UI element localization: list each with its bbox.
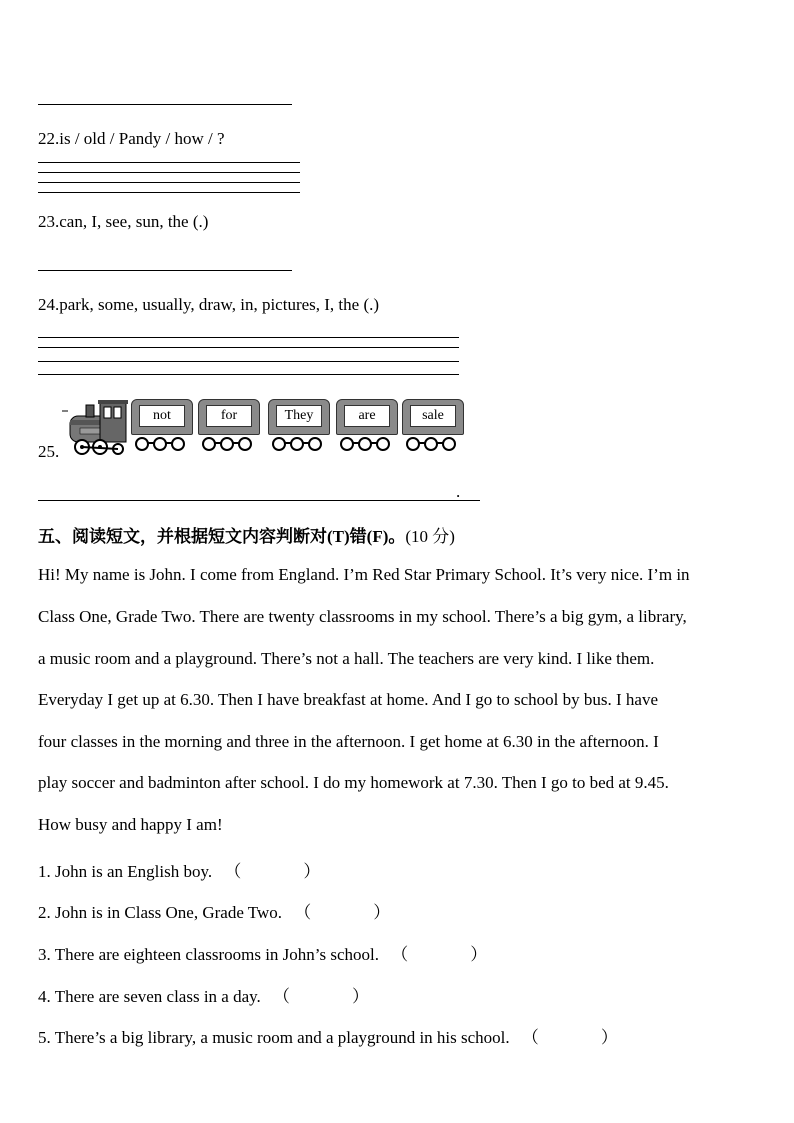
answer-paren[interactable] bbox=[522, 1023, 618, 1048]
paren-open: （ bbox=[224, 862, 242, 881]
question-number: 25. bbox=[38, 442, 60, 461]
question-text: can, I, see, sun, the (.) bbox=[59, 212, 209, 231]
paren-open: （ bbox=[294, 903, 312, 922]
question-22 bbox=[38, 129, 225, 149]
train-car bbox=[336, 399, 398, 439]
paragraph-line: How busy and happy I am! bbox=[38, 815, 223, 834]
train-word: They bbox=[276, 405, 322, 427]
paragraph-line: a music room and a playground. There’s not a hall. The teachers are very kind. I like them. bbox=[38, 649, 655, 668]
paren-open: （ bbox=[273, 987, 291, 1006]
train-word: not bbox=[139, 405, 185, 427]
question-text: park, some, usually, draw, in, pictures, I, the (.) bbox=[59, 295, 380, 314]
tf-statement bbox=[38, 898, 390, 923]
question-number: 22. bbox=[38, 129, 60, 148]
paragraph-line: Everyday I get up at 6.30. Then I have breakfast at home. And I go to school by bus. I have bbox=[38, 690, 659, 709]
writing-line bbox=[38, 347, 459, 348]
statement-text: 4. There are seven class in a day. bbox=[38, 987, 261, 1006]
wheel-icon bbox=[272, 437, 286, 451]
statement-text: 5. There’s a big library, a music room and a playground in his school. bbox=[38, 1028, 510, 1047]
wheel-icon bbox=[358, 437, 372, 451]
answer-line-23 bbox=[38, 270, 292, 271]
tf-statement bbox=[38, 1023, 618, 1048]
wheel-icon bbox=[340, 437, 354, 451]
answer-line-25 bbox=[38, 500, 480, 501]
wheel-icon bbox=[171, 437, 185, 451]
answer-paren[interactable] bbox=[391, 940, 487, 965]
section-title bbox=[38, 522, 455, 547]
end-mark: . bbox=[456, 482, 461, 501]
statement-text: 1. John is an English boy. bbox=[38, 862, 213, 881]
wheel-icon bbox=[290, 437, 304, 451]
wheel-icon bbox=[135, 437, 149, 451]
train-car bbox=[131, 399, 193, 439]
wheel-icon bbox=[424, 437, 438, 451]
train-word: for bbox=[206, 405, 252, 427]
paren-close: ） bbox=[352, 987, 370, 1006]
section-score: (10 分) bbox=[405, 527, 455, 546]
wheel-icon bbox=[376, 437, 390, 451]
train-word: are bbox=[344, 405, 390, 427]
writing-line bbox=[38, 172, 300, 173]
writing-line bbox=[38, 192, 300, 193]
wheel-icon bbox=[202, 437, 216, 451]
wheel-icon bbox=[238, 437, 252, 451]
question-number: 23. bbox=[38, 212, 60, 231]
wheel-icon bbox=[406, 437, 420, 451]
question-24 bbox=[38, 295, 379, 315]
statement-text: 3. There are eighteen classrooms in John’s school. bbox=[38, 945, 380, 964]
paren-open: （ bbox=[391, 945, 409, 964]
paren-close: ） bbox=[303, 862, 321, 881]
question-text: is / old / Pandy / how / ? bbox=[59, 129, 225, 148]
writing-line bbox=[38, 374, 459, 375]
wheel-icon bbox=[220, 437, 234, 451]
paragraph-line: four classes in the morning and three in the afternoon. I get home at 6.30 in the afternoon. I bbox=[38, 732, 659, 751]
answer-paren[interactable] bbox=[273, 982, 369, 1007]
train-car bbox=[268, 399, 330, 439]
wheel-icon bbox=[442, 437, 456, 451]
paragraph-line: Class One, Grade Two. There are twenty classrooms in my school. There’s a big gym, a library, bbox=[38, 607, 687, 626]
paren-open: （ bbox=[521, 1028, 539, 1047]
writing-line bbox=[38, 361, 459, 362]
wheel-icon bbox=[153, 437, 167, 451]
tf-statement bbox=[38, 982, 369, 1007]
tf-statement bbox=[38, 940, 487, 965]
paragraph-line: Hi! My name is John. I come from England. I’m Red Star Primary School. It’s very nice. I’m in bbox=[38, 565, 690, 584]
tf-statement bbox=[38, 857, 320, 882]
writing-line bbox=[38, 337, 459, 338]
answer-paren[interactable] bbox=[224, 857, 320, 882]
statement-text: 2. John is in Class One, Grade Two. bbox=[38, 903, 283, 922]
paren-close: ） bbox=[373, 903, 391, 922]
train-car bbox=[198, 399, 260, 439]
paren-close: ） bbox=[470, 945, 488, 964]
answer-line-21 bbox=[38, 104, 292, 105]
question-23 bbox=[38, 212, 208, 232]
paragraph-line: play soccer and badminton after school. I do my homework at 7.30. Then I go to bed at 9.45. bbox=[38, 773, 669, 792]
train-car bbox=[402, 399, 464, 439]
locomotive-icon bbox=[60, 398, 130, 456]
paren-close: ） bbox=[600, 1028, 618, 1047]
wheel-icon bbox=[308, 437, 322, 451]
train-word: sale bbox=[410, 405, 456, 427]
answer-paren[interactable] bbox=[294, 898, 390, 923]
writing-line bbox=[38, 182, 300, 183]
section-title-text: 五、阅读短文，并根据短文内容判断对(T)错(F)。 bbox=[38, 527, 406, 546]
writing-line bbox=[38, 162, 300, 163]
question-number: 24. bbox=[38, 295, 60, 314]
